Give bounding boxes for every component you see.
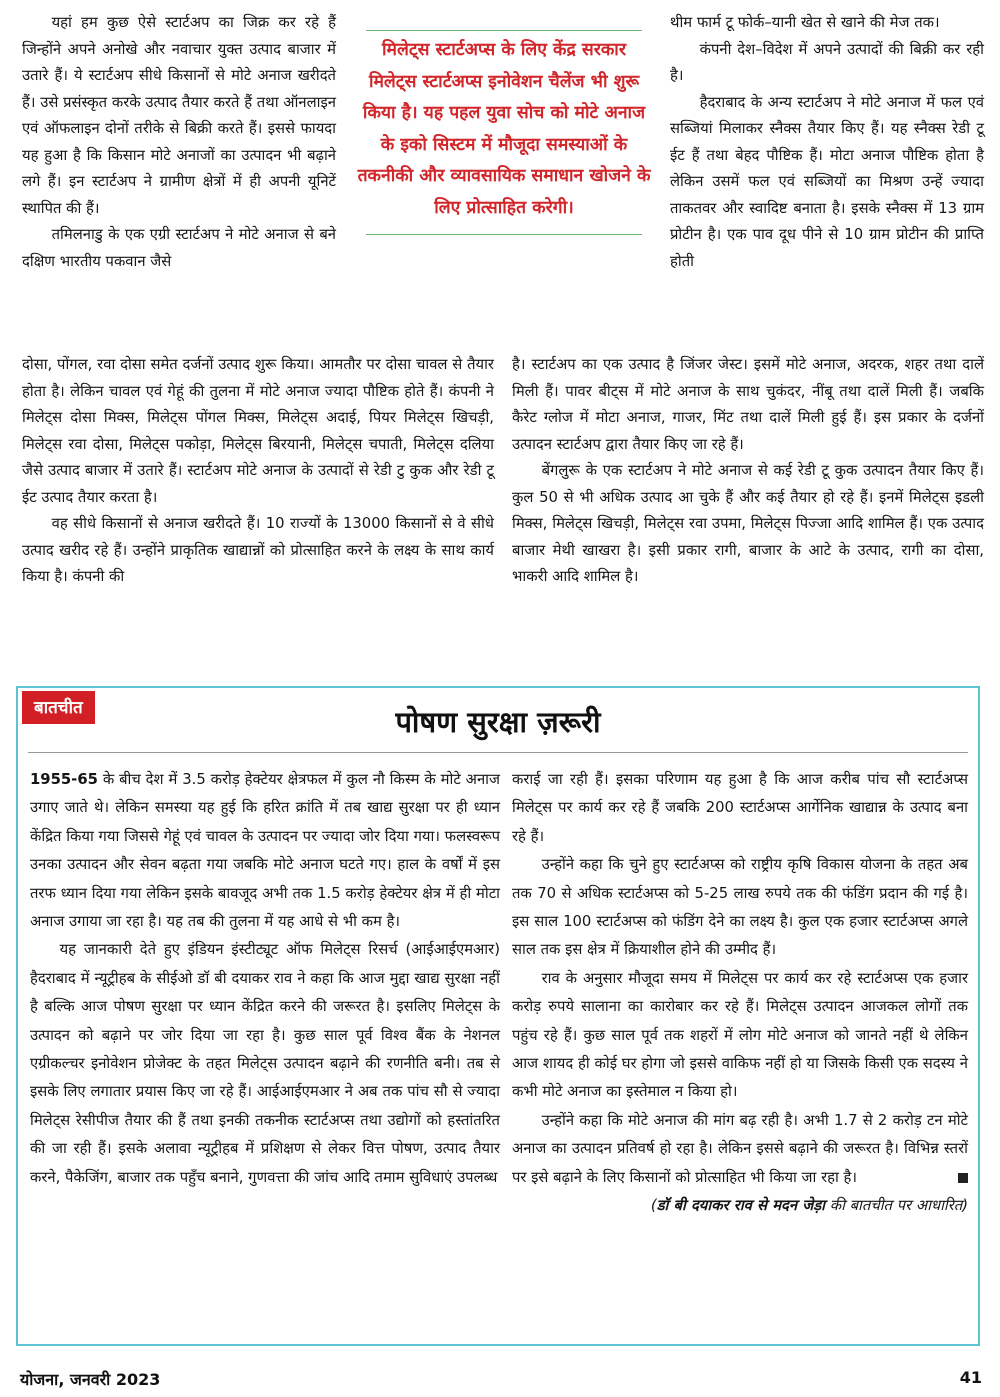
paragraph: दोसा, पोंगल, रवा दोसा समेत दर्जनों उत्पाद शुरू किया। आमतौर पर दोसा चावल से तैयार होता है। लेकिन चावल एवं गेहूं की तुलना में मोटे अनाज ज्यादा पौष्टिक होते हैं। कंपनी ने मिलेट्स दोसा मिक्स, मिलेट्स पोंगल मिक्स, मिलेट्स अदाई, पियर मिलेट्स खिचड़ी, मिलेट्स रवा दोसा, मिलेट्स पकोड़ा, मिलेट्स बिरयानी, मिलेट्स चपाती, मिलेट्स दलिया जैसे उत्पाद बाजार में उतारे हैं। स्टार्टअप मोटे अनाज के उत्पादों से रेडी टु कुक और रेडी टू ईट उत्पाद तैयार करता है। <box>22 356 494 506</box>
divider <box>366 30 642 31</box>
paragraph: कराई जा रही हैं। इसका परिणाम यह हुआ है कि आज करीब पांच सौ स्टार्टअप्स मिलेट्स पर कार्य कर रहे हैं जबकि 200 स्टार्टअप्स आर्गेनिक खाद्यान्न के उत्पाद बना रहे हैं। <box>512 771 968 845</box>
paragraph: बेंगलुरू के एक स्टार्टअप ने मोटे अनाज से कई रेडी टू कुक उत्पादन तैयार किए हैं। कुल 50 से भी अधिक उत्पाद आ चुके हैं और कई तैयार हो रहे हैं। इनमें मिलेट्स इडली मिक्स, मिलेट्स खिचड़ी, मिलेट्स रवा उपमा, मिलेट्स पिज्जा आदि शामिल हैं। एक उत्पाद बाजार मेथी खाखरा है। इसी प्रकार रागी, बाजार के आटे के उत्पाद, रागी का दोसा, भाकरी आदि शामिल है। <box>512 462 984 585</box>
article-column-right-top <box>670 10 984 275</box>
magazine-footer: योजना, जनवरी 2023 <box>20 1370 161 1389</box>
paragraph <box>30 766 500 936</box>
paragraph: हैदराबाद के अन्य स्टार्टअप ने मोटे अनाज में फल एवं सब्जियां मिलाकर स्नैक्स तैयार किए हैं। यह स्नैक्स रेडी टू ईट हैं तथा बेहद पौष्टिक हैं। मोटा अनाज पौष्टिक होता है लेकिन उसमें फल एवं सब्जियों का मिश्रण उन्हें ज्यादा ताकतवर और स्वादिष्ट बनाता है। इसके स्नैक्स में 13 ग्राम प्रोटीन है। एक पाव दूध पीने से 10 ग्राम प्रोटीन की प्राप्ति होती <box>670 93 984 270</box>
credit-names: डॉ बी दयाकर राव से मदन जेड़ा <box>656 1197 825 1215</box>
interview-column-right <box>512 766 968 1221</box>
pull-quote <box>356 30 652 235</box>
paragraph: राव के अनुसार मौजूदा समय में मिलेट्स पर कार्य कर रहे स्टार्टअप्स एक हजार करोड़ रुपये सालाना का कारोबार कर रहे हैं। मिलेट्स उत्पादन आजकल लोगों तक पहुंच रहे हैं। कुछ साल पूर्व तक शहरों में लोग मोटे अनाज को जानते नहीं थे लेकिन आज शायद ही कोई घर होगा जो इससे वाकिफ नहीं हो या जिसके किसी एक सदस्य ने कभी मोटे अनाज का इस्तेमाल न किया हो। <box>512 969 968 1101</box>
divider <box>28 752 968 753</box>
interview-box <box>16 686 980 1346</box>
paragraph: वह सीधे किसानों से अनाज खरीदते हैं। 10 राज्यों के 13000 किसानों से वे सीधे उत्पाद खरीद रहे हैं। उन्होंने प्राकृतिक खाद्यान्नों को प्रोत्साहित करने के लक्ष्य के साथ कार्य किया है। कंपनी की <box>22 515 494 585</box>
paragraph: कंपनी देश–विदेश में अपने उत्पादों की बिक्री कर रही है। <box>670 40 984 84</box>
interview-title: पोषण सुरक्षा ज़रूरी <box>395 705 601 739</box>
lead-years: 1955-65 <box>30 771 98 788</box>
article-column-left-top <box>22 10 336 275</box>
section-tag: बातचीत <box>22 691 95 724</box>
pull-quote-text: मिलेट्स स्टार्टअप्स के लिए केंद्र सरकार मिलेट्स स्टार्टअप्स इनोवेशन चैलेंज भी शुरू किया है। यह पहल युवा सोच को मोटे अनाज के इको सिस्टम में मौजूदा समस्याओं के तकनीकी और व्यावसायिक समाधान खोजने के लिए प्रोत्साहित करेगी। <box>357 40 651 218</box>
paragraph: यह जानकारी देते हुए इंडियन इंस्टीट्यूट ऑफ मिलेट्स रिसर्च (आईआईएमआर) हैदराबाद में न्यूट्रीहब के सीईओ डॉ बी दयाकर राव ने कहा कि आज मुद्दा खाद्य सुरक्षा नहीं है बल्कि आज पोषण सुरक्षा पर ध्यान केंद्रित करने की जरूरत है। इसलिए मिलेट्स के उत्पादन को बढ़ाने पर जोर दिया जा रहा है। कुछ साल पूर्व विश्व बैंक के नेशनल एग्रीकल्चर इनोवेशन प्रोजेक्ट के तहत मिलेट्स उत्पादन बढ़ाने की रणनीति बनी। तब से इसके लिए लगातार प्रयास किए जा रहे हैं। आईआईएमआर ने अब तक पांच सौ से ज्यादा मिलेट्स रेसीपीज तैयार की हैं तथा इनकी तकनीक स्टार्टअप्स तथा उद्योगों को हस्तांतरित की जा रही हैं। इसके अलावा न्यूट्रीहब में प्रशिक्षण से लेकर वित्त पोषण, उत्पाद तैयार करने, पैकेजिंग, बाजार तक पहुँच बनाने, गुणवत्ता की जांच आदि तमाम सुविधाएं उपलब्ध <box>30 941 500 1186</box>
article-column-left-bottom <box>22 352 494 591</box>
paragraph-text: उन्होंने कहा कि मोटे अनाज की मांग बढ़ रही है। अभी 1.7 से 2 करोड़ टन मोटे अनाज का उत्पादन प्रतिवर्ष हो रहा है। लेकिन इससे बढ़ाने की जरूरत है। विभिन्न स्तरों पर इसे बढ़ाने के लिए किसानों को प्रोत्साहित भी किया जा रहा है। <box>512 1111 968 1186</box>
page-number: 41 <box>959 1368 982 1387</box>
credit-paren: ( <box>650 1197 657 1215</box>
article-column-right-bottom <box>512 352 984 591</box>
paragraph: यहां हम कुछ ऐसे स्टार्टअप का जिक्र कर रहे हैं जिन्होंने अपने अनोखे और नवाचार युक्त उत्पाद बाजार में उतारे हैं। ये स्टार्टअप सीधे किसानों से मोटे अनाज खरीदते हैं। उसे प्रसंस्कृत करके उत्पाद तैयार करते हैं तथा ऑनलाइन एवं ऑफलाइन दोनों तरीके से बिक्री करते हैं। इससे फायदा यह हुआ है कि किसान मोटे अनाजों का उत्पादन भी बढ़ाने लगे हैं। इन स्टार्टअप ने ग्रामीण क्षेत्रों में ही अपनी यूनिटें स्थापित की हैं। <box>22 14 336 217</box>
end-square-icon <box>958 1173 968 1183</box>
paragraph <box>512 1107 968 1192</box>
divider <box>366 234 642 235</box>
credit-rest: की बातचीत पर आधारित) <box>825 1197 968 1215</box>
paragraph: तमिलनाडु के एक एग्री स्टार्टअप ने मोटे अनाज से बने दक्षिण भारतीय पकवान जैसे <box>22 226 336 270</box>
paragraph: है। स्टार्टअप का एक उत्पाद है जिंजर जेस्ट। इसमें मोटे अनाज, अदरक, शहर तथा दालें मिली हैं। पावर बीट्स में मोटे अनाज के साथ चुकंदर, नींबू तथा दालें मिली हैं। जबकि कैरेट ग्लोज में मोटा अनाज, गाजर, मिंट तथा दालें मिली हुई हैं। इस प्रकार के दर्जनों उत्पादन स्टार्टअप द्वारा तैयार किए जा रहे हैं। <box>512 356 984 453</box>
paragraph: उन्होंने कहा कि चुने हुए स्टार्टअप्स को राष्ट्रीय कृषि विकास योजना के तहत अब तक 70 से अधिक स्टार्टअप्स को 5-25 लाख रुपये तक की फंडिंग प्रदान की गई है। इस साल 100 स्टार्टअप्स को फंडिंग देने का लक्ष्य है। कुल एक हजार स्टार्टअप्स अगले साल तक इस क्षेत्र में क्रियाशील होने की उम्मीद हैं। <box>512 856 968 959</box>
paragraph: थीम फार्म टू फोर्क–यानी खेत से खाने की मेज तक। <box>670 14 940 31</box>
interview-column-left <box>30 766 500 1192</box>
credit-line <box>512 1192 968 1220</box>
paragraph-text: के बीच देश में 3.5 करोड़ हेक्टेयर क्षेत्रफल में कुल नौ किस्म के मोटे अनाज उगाए जाते थे। लेकिन समस्या यह हुई कि हरित क्रांति में तब खाद्य सुरक्षा पर ही ध्यान केंद्रित किया गया जिससे गेहूं एवं चावल के उत्पादन पर ज्यादा जोर दिया गया। फलस्वरूप उनका उत्पादन और सेवन बढ़ता गया जबकि मोटे अनाज घटते गए। हाल के वर्षों में इस तरफ ध्यान दिया गया लेकिन इसके बावजूद अभी तक 1.5 करोड़ हेक्टेयर क्षेत्र में ही मोटा अनाज उगाया जा रहा है। यह तब की तुलना में यह आधे से भी कम है। <box>30 771 500 931</box>
